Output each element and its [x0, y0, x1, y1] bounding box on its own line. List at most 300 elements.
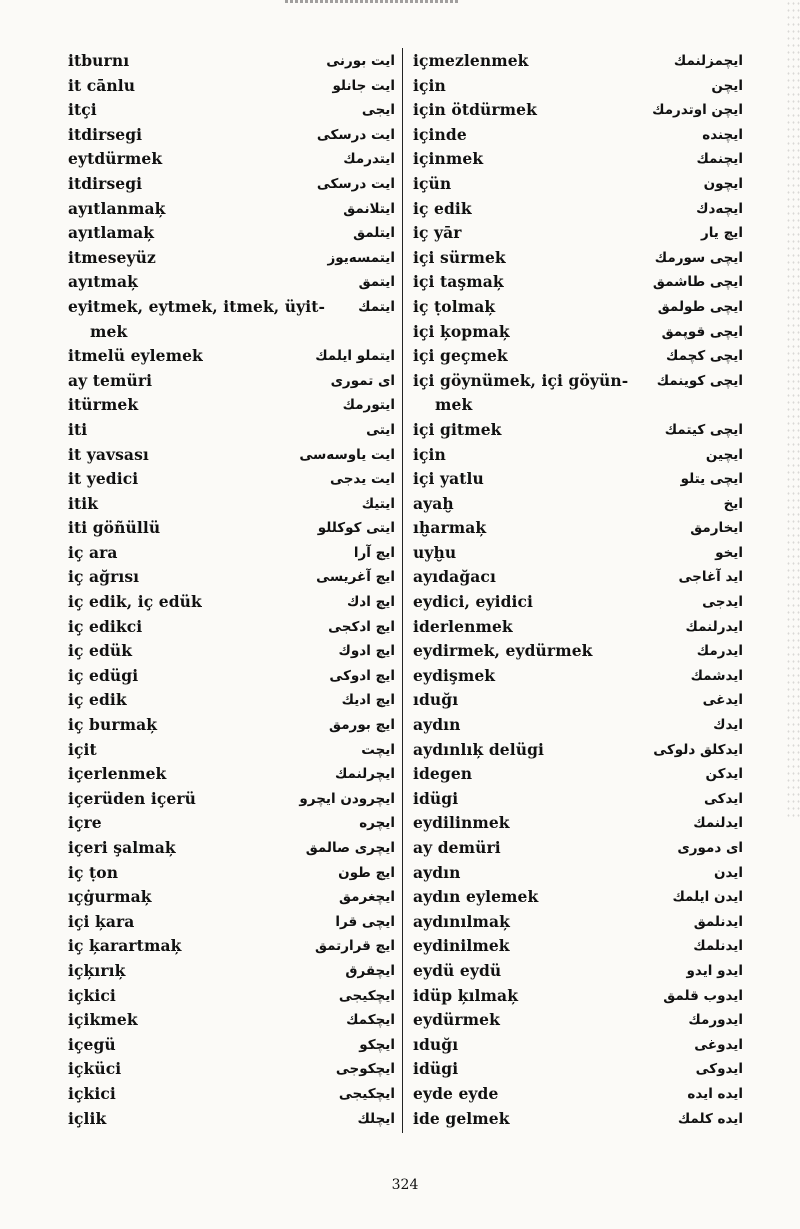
entry-latin	[413, 467, 484, 492]
entry-latin	[413, 565, 496, 590]
entry-arabic: ايچكيجى	[338, 987, 395, 1004]
entry-latin-text: itburnı	[68, 51, 130, 70]
entry-latin	[413, 418, 502, 443]
dictionary-entry	[413, 320, 743, 345]
dictionary-entry	[413, 98, 743, 123]
dictionary-entry	[413, 516, 743, 541]
dictionary-entry	[413, 295, 743, 320]
entry-latin	[413, 369, 683, 418]
entry-arabic: ايدجى	[702, 594, 743, 611]
entry-latin	[413, 688, 458, 713]
entry-latin	[413, 197, 472, 222]
entry-arabic: ايچ آرا	[353, 544, 395, 561]
entry-arabic: ايچ ادوك	[338, 643, 395, 660]
dictionary-entry	[68, 197, 395, 222]
entry-latin	[413, 147, 483, 172]
dictionary-entry	[413, 49, 743, 74]
entry-arabic: ايدورمك	[688, 1012, 743, 1029]
entry-arabic: ايچى سورمك	[654, 249, 743, 266]
entry-arabic: ايدلنمك	[693, 815, 743, 832]
entry-latin-text: içegü	[68, 1034, 116, 1054]
entry-latin-text: içlik	[68, 1108, 107, 1128]
entry-latin	[68, 1082, 116, 1107]
entry-latin-text: eydürmek	[413, 1010, 500, 1030]
entry-arabic: ايدن ايلمك	[672, 889, 743, 906]
entry-latin	[413, 836, 501, 861]
dictionary-entry	[413, 270, 743, 295]
entry-latin-text: eydirmek, eydürmek	[413, 641, 593, 661]
entry-latin-text: itdirsegi	[68, 124, 143, 144]
entry-latin-text: içün	[413, 173, 452, 193]
entry-latin-text: içmezlenmek	[413, 51, 529, 70]
entry-latin-text: aydınılmaķ	[413, 911, 511, 931]
dictionary-entry	[68, 172, 395, 197]
entry-latin-text: içikmek	[68, 1010, 138, 1030]
entry-latin-text: için	[413, 444, 446, 464]
entry-arabic: ايچنمك	[696, 151, 743, 168]
entry-latin	[68, 295, 338, 344]
entry-latin-text: içre	[68, 813, 102, 833]
dictionary-entry	[413, 664, 743, 689]
entry-arabic: ايدكلق دلوكى	[653, 741, 743, 758]
entry-arabic: ايچكمك	[346, 1012, 395, 1029]
entry-latin	[68, 443, 149, 468]
entry-arabic: ايتلانمق	[343, 200, 395, 217]
right-column	[413, 49, 743, 1131]
entry-latin	[413, 664, 495, 689]
entry-arabic: ايتدرمك	[343, 151, 395, 168]
entry-latin	[413, 934, 510, 959]
entry-latin-text: eydişmek	[413, 665, 496, 685]
entry-latin-text: iç ṭolmaķ	[413, 296, 496, 316]
entry-latin	[413, 762, 472, 787]
entry-latin-text: içinde	[413, 124, 467, 144]
column-divider	[402, 48, 403, 1133]
dictionary-entry	[413, 615, 743, 640]
entry-latin	[68, 565, 139, 590]
entry-latin-text: iti göñüllü	[68, 518, 161, 538]
dictionary-entry	[413, 1008, 743, 1033]
entry-arabic: ايچره	[359, 815, 395, 832]
entry-latin-text: içi taşmaķ	[413, 272, 504, 292]
dictionary-entry	[413, 541, 743, 566]
entry-arabic: ايچى يتلو	[680, 471, 743, 488]
entry-latin	[413, 270, 504, 295]
entry-latin	[413, 246, 506, 271]
dictionary-entry	[413, 492, 743, 517]
entry-latin	[413, 443, 446, 468]
entry-latin-text: içinmek	[413, 149, 484, 169]
dictionary-entry	[413, 123, 743, 148]
entry-latin-text: uyḫu	[413, 542, 457, 562]
entry-arabic: ايخارمق	[690, 520, 743, 537]
entry-latin	[68, 516, 160, 541]
entry-latin	[68, 172, 142, 197]
entry-latin-text: eyde eyde	[413, 1083, 499, 1103]
dictionary-entry	[68, 713, 395, 738]
entry-arabic: ايچمزلنمك	[673, 53, 743, 69]
dictionary-entry	[68, 467, 395, 492]
entry-latin-text: içkici	[68, 1083, 116, 1103]
dictionary-entry	[413, 934, 743, 959]
dictionary-entry	[68, 1057, 395, 1082]
dictionary-entry	[68, 688, 395, 713]
entry-arabic: ايت ياوسه‌سى	[299, 446, 395, 463]
dictionary-entry	[413, 738, 743, 763]
entry-arabic: ايچ بورمق	[329, 717, 395, 734]
entry-latin	[68, 197, 165, 222]
entry-arabic: ايچرى صالمق	[305, 840, 395, 856]
entry-latin	[68, 885, 152, 910]
entry-latin-text: itçi	[68, 100, 97, 120]
entry-latin	[68, 1057, 121, 1082]
entry-latin-text: içi göynümek, içi göyün-	[413, 370, 629, 390]
entry-latin-text: eytdürmek	[68, 149, 163, 169]
entry-latin	[68, 369, 152, 394]
entry-arabic: ايت يدجى	[330, 471, 395, 488]
entry-arabic: ايدك	[713, 717, 743, 734]
entry-latin	[68, 590, 202, 615]
entry-latin	[68, 344, 203, 369]
dictionary-entry	[68, 738, 395, 763]
entry-latin-text: ayıdağacı	[413, 567, 496, 587]
dictionary-entry	[413, 762, 743, 787]
entry-latin	[413, 738, 544, 763]
dictionary-entry	[413, 1107, 743, 1132]
entry-arabic: ايچكوجى	[335, 1061, 395, 1078]
entry-latin-text: eydilinmek	[413, 813, 510, 833]
entry-arabic: ايچى طاشمق	[652, 274, 743, 291]
dictionary-entry	[68, 74, 395, 99]
entry-arabic: ايچه‌دك	[696, 200, 743, 217]
dictionary-entry	[413, 246, 743, 271]
entry-arabic: ايچغرمق	[339, 889, 395, 906]
entry-arabic: ايدوب قلمق	[663, 987, 743, 1004]
entry-latin	[68, 910, 134, 935]
entry-latin	[68, 270, 138, 295]
entry-latin-text: aydın	[413, 862, 461, 882]
entry-latin-text: iç edik	[68, 690, 127, 710]
entry-latin	[413, 861, 461, 886]
entry-latin-text: iç edügi	[68, 665, 139, 685]
entry-latin-text: için ötdürmek	[413, 100, 537, 120]
dictionary-entry	[413, 565, 743, 590]
dictionary-entry	[68, 344, 395, 369]
entry-latin	[413, 713, 461, 738]
entry-arabic: ايدوكى	[695, 1061, 743, 1078]
entry-arabic: ايچى كيتمك	[664, 421, 743, 438]
entry-arabic: ايچكيجى	[338, 1085, 395, 1102]
entry-latin	[68, 1033, 116, 1058]
dictionary-entry	[68, 541, 395, 566]
dictionary-entry	[68, 123, 395, 148]
entry-arabic: ايدرلنمك	[685, 618, 743, 635]
entry-latin-text: iç edik, iç edük	[68, 592, 202, 612]
dictionary-entry	[413, 639, 743, 664]
entry-arabic: ايخ	[723, 495, 743, 512]
entry-arabic: ايدكى	[703, 790, 743, 807]
entry-latin-text: ay demüri	[413, 838, 501, 857]
entry-arabic: ايچين	[705, 446, 743, 463]
entry-arabic: ايدو ايدو	[686, 962, 743, 979]
entry-arabic: ايچنده	[702, 126, 743, 143]
entry-latin-text: eydici, eyidici	[413, 592, 534, 612]
dictionary-entry	[68, 811, 395, 836]
entry-latin	[68, 418, 87, 443]
entry-arabic: ايت درسكى	[316, 175, 395, 192]
dictionary-entry	[68, 861, 395, 886]
entry-latin-text: ayıtmaķ	[68, 272, 138, 292]
dictionary-entry	[413, 418, 743, 443]
dictionary-entry	[68, 615, 395, 640]
dictionary-entry	[68, 639, 395, 664]
dictionary-entry	[68, 934, 395, 959]
dictionary-entry	[68, 836, 395, 861]
dictionary-entry	[413, 590, 743, 615]
entry-latin-text: iç edük	[68, 641, 133, 661]
entry-latin-text: it yedici	[68, 469, 139, 489]
entry-latin	[413, 123, 467, 148]
entry-latin-text: it yavsası	[68, 444, 149, 464]
entry-latin-text: içi ķopmaķ	[413, 321, 510, 341]
dictionary-entry	[413, 221, 743, 246]
entry-latin	[413, 910, 510, 935]
entry-latin-text: itmeseyüz	[68, 247, 156, 267]
entry-arabic: ايچ ادكجى	[328, 618, 395, 635]
header-rule	[285, 0, 460, 3]
entry-latin	[68, 664, 138, 689]
entry-arabic: ايچ اديك	[341, 692, 395, 709]
entry-arabic: ايتمسه‌يوز	[327, 249, 395, 266]
entry-arabic: ايدشمك	[690, 667, 743, 684]
entry-arabic: ايده ايده	[687, 1085, 743, 1102]
entry-latin-text: ay temüri	[68, 370, 153, 390]
entry-latin-text: it cānlu	[68, 75, 136, 95]
entry-latin	[413, 1107, 510, 1132]
entry-latin-text: için	[413, 75, 446, 95]
entry-latin	[68, 787, 196, 812]
entry-latin	[68, 861, 118, 886]
entry-latin	[413, 615, 513, 640]
entry-arabic: ايده كلمك	[677, 1110, 743, 1127]
dictionary-entry	[68, 984, 395, 1009]
entry-arabic: ايچلك	[357, 1110, 395, 1127]
entry-latin	[68, 615, 142, 640]
entry-arabic: ايدوغى	[694, 1036, 743, 1053]
entry-latin	[413, 295, 495, 320]
dictionary-entry	[413, 959, 743, 984]
entry-latin-text: içerlenmek	[68, 764, 167, 784]
entry-arabic: اى تمورى	[330, 372, 395, 389]
dictionary-entry	[413, 1057, 743, 1082]
entry-latin	[68, 49, 129, 74]
dictionary-entry	[68, 492, 395, 517]
entry-arabic: ايتى كوكللو	[317, 520, 395, 537]
entry-arabic: ايدنلمك	[693, 938, 743, 955]
entry-latin	[68, 934, 181, 959]
entry-arabic: ايتى	[366, 421, 395, 438]
dictionary-entry	[413, 885, 743, 910]
entry-arabic: ايچ طون	[338, 864, 395, 881]
entry-latin	[68, 492, 98, 517]
entry-latin	[413, 98, 537, 123]
entry-latin	[413, 74, 446, 99]
entry-latin-text: ayıtlamaķ	[68, 223, 155, 243]
entry-arabic: ايچون	[703, 175, 743, 192]
entry-latin-text: iç burmaķ	[68, 715, 158, 735]
dictionary-entry	[68, 787, 395, 812]
page-number: 324	[391, 1177, 419, 1193]
entry-latin	[413, 885, 538, 910]
dictionary-entry	[68, 1107, 395, 1132]
entry-latin-text: iç edik	[413, 198, 472, 218]
entry-latin-text: içit	[68, 739, 97, 759]
dictionary-entry	[68, 369, 395, 394]
entry-latin-text: eydinilmek	[413, 936, 510, 956]
entry-arabic: ايدن	[713, 864, 743, 881]
entry-latin	[68, 713, 157, 738]
entry-latin	[68, 811, 102, 836]
dictionary-entry	[413, 197, 743, 222]
entry-latin	[413, 221, 462, 246]
entry-latin-text: içi ķara	[68, 911, 135, 931]
entry-latin-text: eyitmek, eytmek, itmek, üyit-	[68, 296, 326, 316]
entry-latin-text: içķırıķ	[68, 960, 126, 980]
entry-latin-text: ıduğı	[413, 1034, 459, 1054]
entry-latin	[68, 541, 118, 566]
entry-latin-text: iç ķarartmaķ	[68, 936, 182, 956]
dictionary-entry	[413, 172, 743, 197]
entry-arabic: ايچ ادوكى	[329, 667, 395, 684]
dictionary-entry	[68, 295, 395, 344]
entry-latin	[413, 1033, 458, 1058]
dictionary-entry	[68, 885, 395, 910]
entry-latin	[68, 221, 154, 246]
dictionary-entry	[68, 590, 395, 615]
entry-latin-text: aydın eylemek	[413, 887, 539, 907]
entry-latin-text: itmelü eylemek	[68, 346, 203, 366]
entry-latin	[413, 811, 510, 836]
entry-arabic: ايچى قرا	[335, 913, 395, 930]
entry-latin	[413, 320, 510, 345]
entry-latin	[68, 1107, 106, 1132]
entry-arabic: ايچرودن ايچرو	[299, 790, 395, 807]
entry-latin	[413, 344, 508, 369]
entry-latin-text: ıḫarmaķ	[413, 518, 487, 538]
dictionary-entry	[413, 787, 743, 812]
entry-latin-text: içerüden içerü	[68, 788, 197, 808]
entry-arabic: ايچن	[711, 77, 743, 94]
entry-arabic: ايتورمك	[342, 397, 395, 414]
entry-latin	[68, 1008, 138, 1033]
entry-arabic: ايتملو ايلمك	[315, 348, 395, 365]
entry-latin	[68, 762, 166, 787]
entry-latin	[68, 123, 142, 148]
entry-latin-text: içkici	[68, 985, 116, 1005]
dictionary-entry	[68, 246, 395, 271]
entry-latin	[413, 984, 518, 1009]
dictionary-entry	[68, 221, 395, 246]
dictionary-entry	[68, 443, 395, 468]
entry-arabic: اى دمورى	[677, 840, 743, 856]
entry-latin	[413, 541, 456, 566]
entry-latin	[68, 147, 162, 172]
entry-arabic: ايچ آغريسى	[316, 569, 395, 586]
entry-latin	[413, 959, 501, 984]
entry-arabic: ايچ يار	[700, 225, 743, 242]
dictionary-entry	[413, 811, 743, 836]
entry-arabic: ايت بورنى	[326, 53, 395, 69]
entry-latin	[413, 492, 454, 517]
dictionary-entry	[413, 344, 743, 369]
entry-latin-text: idügi	[413, 1059, 459, 1079]
dictionary-entry	[68, 1082, 395, 1107]
dictionary-entry	[413, 713, 743, 738]
entry-arabic: ايتمق	[358, 274, 395, 291]
entry-latin-text: iç edikci	[68, 616, 143, 636]
dictionary-entry	[68, 664, 395, 689]
dictionary-entry	[68, 910, 395, 935]
dictionary-entry	[68, 959, 395, 984]
entry-latin	[68, 984, 116, 1009]
entry-arabic: ايدنلمق	[693, 913, 743, 930]
dictionary-entry	[68, 147, 395, 172]
entry-latin-text: ıçġurmaķ	[68, 887, 152, 907]
entry-latin-continuation: mek	[90, 321, 128, 341]
dictionary-entry	[413, 688, 743, 713]
entry-latin	[413, 172, 451, 197]
left-column	[68, 49, 395, 1131]
entry-latin	[413, 639, 593, 664]
entry-latin	[68, 738, 97, 763]
dictionary-entry	[413, 1033, 743, 1058]
entry-arabic: ايدرمك	[696, 643, 743, 660]
entry-latin-text: iderlenmek	[413, 616, 513, 636]
entry-latin-text: iti	[68, 419, 88, 439]
dictionary-entry	[413, 836, 743, 861]
entry-arabic: ايچكو	[359, 1036, 395, 1053]
dictionary-entry	[68, 270, 395, 295]
entry-latin	[413, 590, 533, 615]
entry-latin	[68, 98, 97, 123]
entry-latin	[68, 639, 132, 664]
entry-latin	[413, 49, 529, 74]
dictionary-entry	[413, 147, 743, 172]
entry-latin	[68, 959, 125, 984]
entry-arabic: ايچى كچمك	[666, 348, 743, 365]
entry-arabic: ايچرلنمك	[334, 766, 395, 783]
entry-latin-text: içi geçmek	[413, 346, 508, 366]
entry-arabic: ايچ قرارتمق	[314, 938, 395, 955]
entry-arabic: ايچت	[361, 741, 395, 758]
entry-latin-text: iç ṭon	[68, 862, 119, 882]
dictionary-entry	[413, 1082, 743, 1107]
entry-latin	[413, 516, 486, 541]
dictionary-entry	[413, 984, 743, 1009]
entry-latin	[413, 1082, 498, 1107]
entry-arabic: ايدكن	[705, 766, 743, 783]
dictionary-entry	[413, 369, 743, 418]
entry-latin-text: idüp ķılmaķ	[413, 985, 519, 1005]
dictionary-entry	[68, 393, 395, 418]
entry-latin-text: aydınlıķ delügi	[413, 739, 545, 759]
entry-latin-text: iç ağrısı	[68, 567, 140, 587]
dictionary-entry	[68, 565, 395, 590]
dictionary-entry	[413, 861, 743, 886]
entry-arabic: ايت درسكى	[316, 126, 395, 143]
dictionary-entry	[68, 1033, 395, 1058]
entry-arabic: ايجى	[361, 102, 395, 119]
